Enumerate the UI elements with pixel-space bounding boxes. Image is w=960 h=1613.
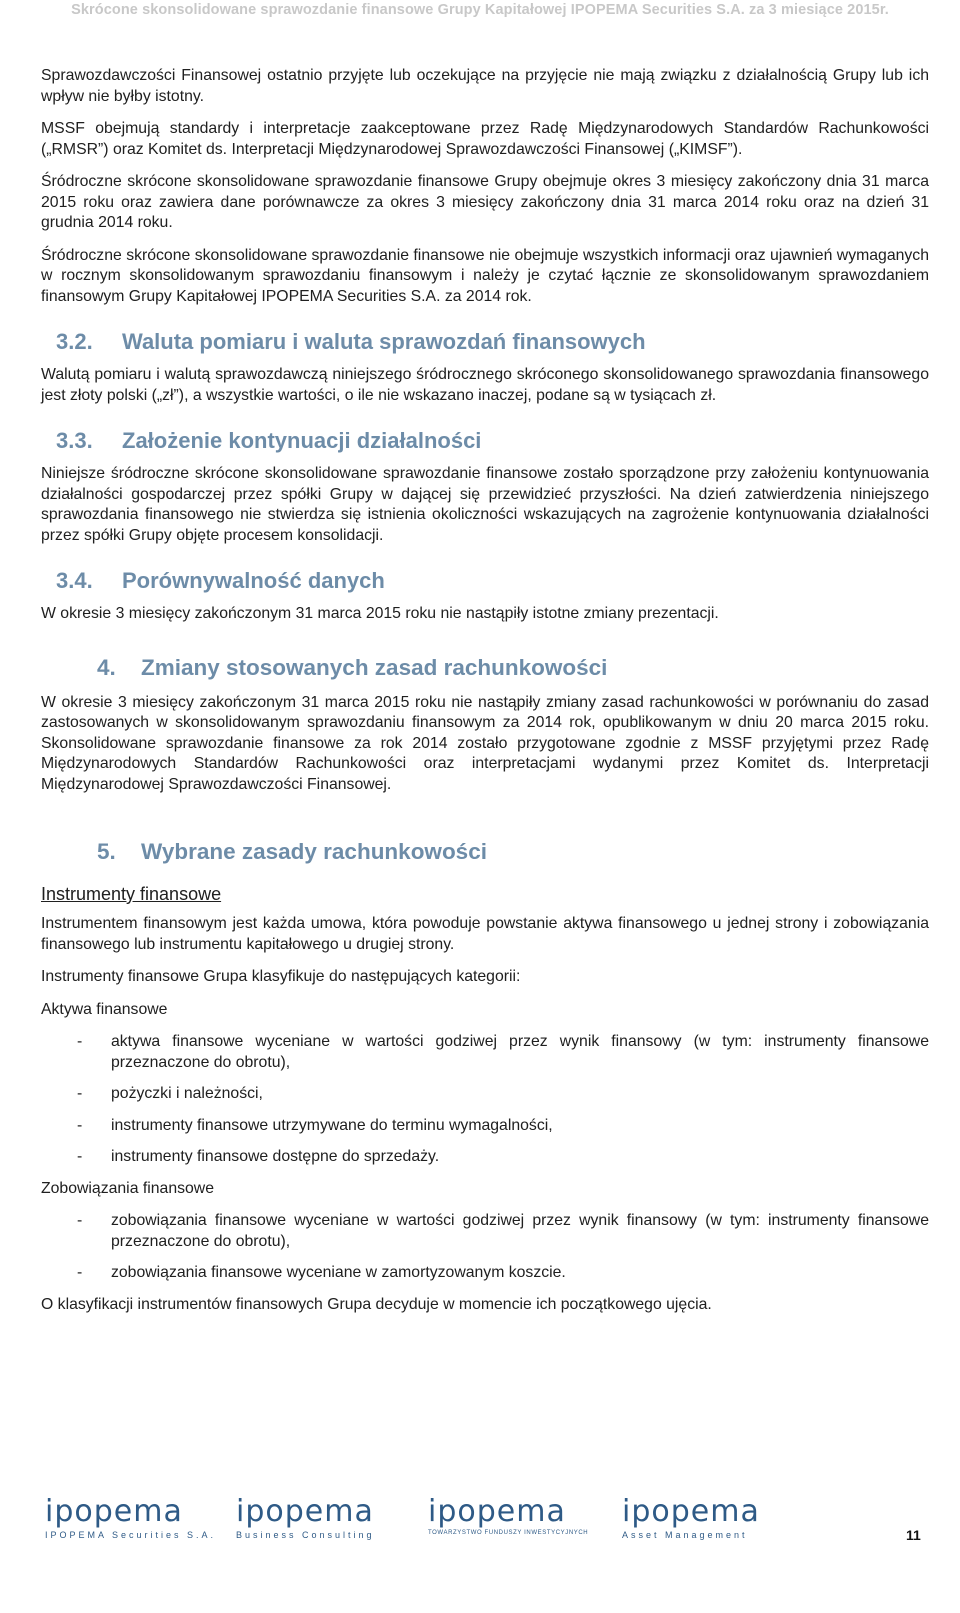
assets-list — [41, 1032, 929, 1168]
section-title: Porównywalność danych — [122, 568, 385, 593]
dash-bullet: - — [77, 1116, 83, 1134]
logo-caption: Asset Management — [622, 1530, 748, 1540]
list-label-liabilities: Zobowiązania finansowe — [41, 1179, 214, 1197]
logo-ipopema-securities — [45, 1496, 216, 1540]
list-item-text: aktywa finansowe wyceniane w wartości godziwej przez wynik finansowy (w tym: instrumenty finansowe przeznaczone do obrotu), — [111, 1033, 929, 1071]
list-item-text: zobowiązania finansowe wyceniane w zamortyzowanym koszcie. — [111, 1264, 566, 1281]
section-heading-3-3 — [41, 428, 929, 454]
logo-caption: Business Consulting — [236, 1530, 375, 1540]
list-item — [41, 1211, 929, 1252]
paragraph: Niniejsze śródroczne skrócone skonsolidowane sprawozdanie finansowe zostało sporządzone przy założeniu kontynuowania działalności gospodarczej przez spółki Grupy w dającej się przewidzieć przyszłości. Na dzień zatwierdzenia niniejszego sprawozdania finansowego nie stwierdza się istnienia okoliczności wskazujących na zagrożenie kontynuowania działalności przez spółki Grupy objęte procesem konsolidacji. — [41, 465, 929, 544]
section-heading-3-2 — [41, 329, 929, 355]
section-title: Założenie kontynuacji działalności — [122, 428, 482, 453]
liabilities-list — [41, 1211, 929, 1284]
paragraph: W okresie 3 miesięcy zakończonym 31 marca 2015 roku nie nastąpiły istotne zmiany prezentacji. — [41, 605, 719, 622]
section-heading-5 — [41, 839, 929, 865]
section-title: Zmiany stosowanych zasad rachunkowości — [141, 654, 608, 680]
list-item — [41, 1032, 929, 1073]
list-item-text: instrumenty finansowe utrzymywane do terminu wymagalności, — [111, 1116, 553, 1134]
paragraph: Sprawozdawczości Finansowej ostatnio przyjęte lub oczekujące na przyjęcie nie mają związku z działalnością Grupy lub ich wpływ nie byłby istotny. — [41, 67, 929, 105]
list-item-text: instrumenty finansowe dostępne do sprzedaży. — [111, 1148, 440, 1165]
section-number: 3.2. — [56, 329, 93, 354]
logo-ipopema-tfi — [428, 1496, 588, 1536]
logo-wordmark: ipopema — [236, 1494, 374, 1529]
paragraph: W okresie 3 miesięcy zakończonym 31 marca 2015 roku nie nastąpiły zmiany zasad rachunkowości w porównaniu do zasad zastosowanych w skonsolidowanym sprawozdaniu finansowym za 2014 rok, opublikowanym w dniu 20 marca 2015 roku. Skonsolidowane sprawozdanie finansowe za rok 2014 zostało przygotowane zgodnie z MSSF przyjętymi przez Radę Międzynarodowych Standardów Rachunkowości oraz interpretacjami wydanymi przez Komitet ds. Interpretacji Międzynarodowej Sprawozdawczości Finansowej. — [41, 693, 929, 793]
section-number: 5. — [97, 839, 116, 864]
page-number: 11 — [906, 1527, 921, 1543]
section-title: Waluta pomiaru i waluta sprawozdań finansowych — [122, 329, 646, 354]
paragraph: Instrumenty finansowe Grupa klasyfikuje do następujących kategorii: — [41, 968, 521, 985]
logo-caption: TOWARZYSTWO FUNDUSZY INWESTYCYJNYCH — [428, 1530, 589, 1536]
page-header: Skrócone skonsolidowane sprawozdanie finansowe Grupy Kapitałowej IPOPEMA Securities S.A. za 3 miesiące 2015r. — [71, 2, 889, 18]
subsection-title: Instrumenty finansowe — [41, 884, 222, 904]
logo-wordmark: ipopema — [45, 1494, 183, 1529]
logo-wordmark: ipopema — [428, 1494, 566, 1529]
paragraph: Śródroczne skrócone skonsolidowane sprawozdanie finansowe Grupy obejmuje okres 3 miesięcy zakończony dnia 31 marca 2015 roku oraz zawiera dane porównawcze za okres 3 miesięcy zakończony dnia 31 marca 2014 roku oraz na dzień 31 grudnia 2014 roku. — [41, 173, 929, 231]
dash-bullet: - — [77, 1212, 83, 1229]
section-number: 3.3. — [56, 428, 93, 453]
logo-ipopema-business-consulting — [236, 1496, 375, 1540]
logo-caption: IPOPEMA Securities S.A. — [45, 1530, 217, 1540]
section-heading-4 — [41, 655, 929, 681]
section-heading-3-4 — [41, 568, 929, 594]
logo-ipopema-asset-management — [622, 1496, 760, 1540]
section-number: 3.4. — [56, 568, 93, 593]
paragraph: Śródroczne skrócone skonsolidowane sprawozdanie finansowe nie obejmuje wszystkich informacji oraz ujawnień wymaganych w rocznym skonsolidowanym sprawozdaniu finansowym i należy je czytać łącznie ze skonsolidowanym sprawozdaniem finansowym Grupy Kapitałowej IPOPEMA Securities S.A. za 2014 rok. — [41, 246, 929, 305]
footer-logos — [0, 1496, 960, 1556]
logo-wordmark: ipopema — [622, 1494, 760, 1529]
dash-bullet: - — [77, 1264, 83, 1281]
section-title: Wybrane zasady rachunkowości — [141, 839, 487, 864]
dash-bullet: - — [77, 1148, 83, 1165]
paragraph: Walutą pomiaru i walutą sprawozdawczą niniejszego śródrocznego skróconego skonsolidowanego sprawozdania finansowego jest złoty polski („zł”), a wszystkie wartości, o ile nie wskazano inaczej, podane są w tysiącach zł. — [41, 366, 929, 404]
paragraph: MSSF obejmują standardy i interpretacje zaakceptowane przez Radę Międzynarodowych Standardów Rachunkowości („RMSR”) oraz Komitet ds. Interpretacji Międzynarodowej Sprawozdawczości Finansowej („KIMSF”). — [41, 120, 929, 158]
list-item-text: pożyczki i należności, — [111, 1085, 263, 1102]
section-number: 4. — [97, 654, 116, 680]
document-body — [41, 66, 929, 1327]
paragraph: Instrumentem finansowym jest każda umowa, która powoduje powstanie aktywa finansowego u jednej strony i zobowiązania finansowego lub instrumentu kapitałowego u drugiej strony. — [41, 915, 929, 953]
dash-bullet: - — [77, 1085, 83, 1102]
list-label-assets: Aktywa finansowe — [41, 1000, 168, 1018]
list-item — [41, 1116, 929, 1137]
list-item — [41, 1084, 929, 1105]
list-item — [41, 1147, 929, 1168]
list-item — [41, 1263, 929, 1284]
list-item-text: zobowiązania finansowe wyceniane w wartości godziwej przez wynik finansowy (w tym: instrumenty finansowe przeznaczone do obrotu), — [111, 1212, 929, 1250]
dash-bullet: - — [77, 1033, 83, 1050]
paragraph: O klasyfikacji instrumentów finansowych Grupa decyduje w momencie ich początkowego ujęcia. — [41, 1295, 712, 1313]
